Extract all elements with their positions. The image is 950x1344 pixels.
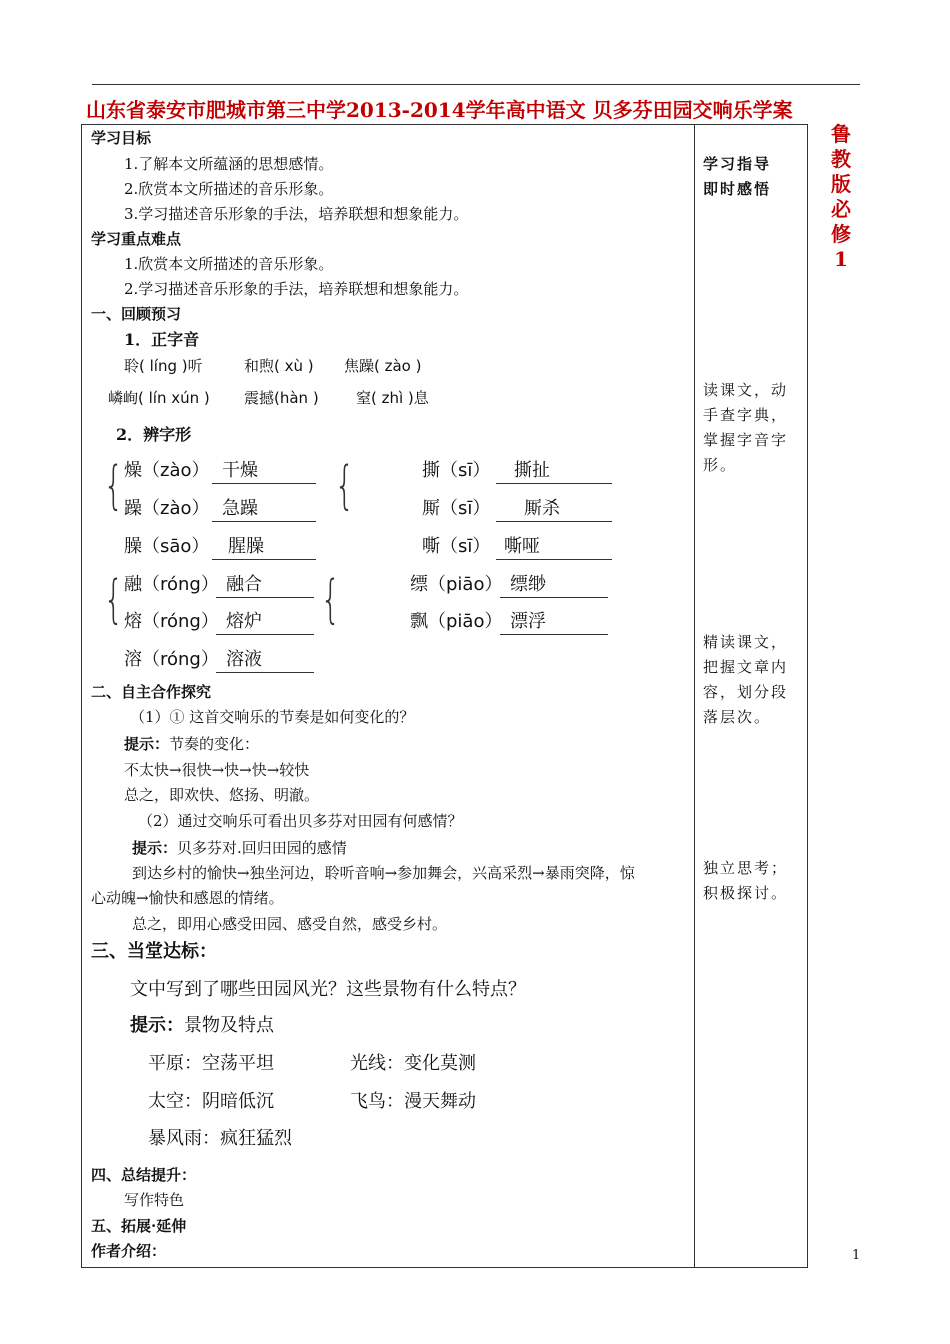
char-word: 干燥: [222, 460, 258, 481]
answer-underline: [500, 597, 608, 598]
pron-item: 聆( líng )听: [124, 357, 203, 375]
pron-item: 震撼(hàn ): [244, 389, 319, 407]
explore-question: （2）通过交响乐可看出贝多芬对田园有何感情？: [138, 812, 463, 830]
key-point-item: 2.学习描述音乐形象的手法，培养联想和想象能力。: [124, 280, 469, 298]
review-heading: 一、回顾预习: [91, 305, 182, 323]
char-word: 融合: [226, 574, 262, 595]
char-pinyin: 厮（sī）: [422, 498, 491, 519]
objective-item: 2.欣赏本文所描述的音乐形象。: [124, 180, 334, 198]
char-word: 撕扯: [514, 460, 550, 481]
char-pinyin: 嘶（sī）: [422, 536, 491, 557]
answer-underline: [212, 521, 316, 522]
summary-heading: 四、总结提升：: [91, 1166, 197, 1184]
objective-item: 3.学习描述音乐形象的手法，培养联想和想象能力。: [124, 205, 469, 223]
sidebar-note: 读课文，动手查字典，掌握字音字形。: [703, 381, 789, 474]
char-pinyin: 躁（zào）: [124, 498, 210, 519]
page-title: 山东省泰安市肥城市第三中学2013-2014学年高中语文 贝多芬田园交响乐学案: [86, 98, 793, 122]
char-pinyin: 溶（róng）: [124, 649, 219, 670]
char-word: 急躁: [222, 498, 258, 519]
key-point-item: 1.欣赏本文所描述的音乐形象。: [124, 255, 334, 273]
pron-item: 嶙峋( lín xún ): [108, 389, 210, 407]
char-pinyin: 融（róng）: [124, 574, 219, 595]
hint-line: [132, 838, 347, 858]
answer-underline: [496, 521, 612, 522]
page-number: 1: [852, 1248, 861, 1263]
answer-underline: [496, 483, 612, 484]
author-heading: 作者介绍：: [91, 1242, 167, 1260]
hint-line: [130, 1016, 274, 1036]
practice-item: 暴风雨：疯狂猛烈: [148, 1128, 292, 1149]
practice-question: 文中写到了哪些田园风光？这些景物有什么特点？: [130, 979, 526, 1000]
brace-icon: {: [103, 456, 124, 516]
char-pinyin: 臊（sāo）: [124, 536, 210, 557]
answer-underline: [216, 672, 314, 673]
char-pinyin: 熔（róng）: [124, 611, 219, 632]
practice-item: 光线：变化莫测: [350, 1053, 476, 1074]
answer-underline: [500, 634, 608, 635]
objectives-heading: 学习目标: [91, 129, 152, 147]
char-pinyin: 撕（sī）: [422, 460, 491, 481]
brace-icon: {: [320, 570, 341, 630]
pron-item: 和煦( xù ): [244, 357, 314, 375]
answer-underline: [496, 559, 612, 560]
char-word: 漂浮: [510, 611, 546, 632]
char-pinyin: 燥（zào）: [124, 460, 210, 481]
char-word: 溶液: [226, 649, 262, 670]
explore-line: 总之，即用心感受田园、感受自然，感受乡村。: [132, 915, 448, 933]
summary-item: 写作特色: [124, 1191, 185, 1209]
sidebar-note: 独立思考；积极探讨。: [703, 859, 789, 902]
practice-item: 太空：阴暗低沉: [148, 1091, 274, 1112]
answer-underline: [212, 559, 316, 560]
practice-item: 飞鸟：漫天舞动: [350, 1091, 476, 1112]
hint-text: 景物及特点: [184, 1015, 274, 1036]
sidebar-reflect: 即时感悟: [703, 180, 772, 198]
header-rule: [92, 84, 860, 85]
char-pinyin: 缥（piāo）: [410, 574, 503, 595]
hint-label: 提示：: [124, 735, 170, 753]
hint-text: 节奏的变化：: [169, 735, 260, 753]
answer-underline: [216, 634, 314, 635]
side-title: 鲁教版必修1: [831, 122, 851, 271]
key-points-heading: 学习重点难点: [91, 230, 182, 248]
explore-line: 到达乡村的愉快→独坐河边，聆听音响→参加舞会，兴高采烈→暴雨突降，惊: [132, 864, 635, 882]
explore-question: （1）① 这首交响乐的节奏是如何变化的？: [130, 708, 415, 726]
hint-label: 提示：: [130, 1015, 184, 1036]
char-pinyin: 飘（piāo）: [410, 611, 503, 632]
review-sub2: 2．辨字形: [116, 425, 192, 444]
char-word: 嘶哑: [504, 536, 540, 557]
objective-item: 1.了解本文所蕴涵的思想感情。: [124, 155, 334, 173]
pron-item: 窒( zhì )息: [356, 389, 429, 407]
practice-item: 平原：空荡平坦: [148, 1053, 274, 1074]
explore-line: 不太快→很快→快→快→较快: [124, 761, 310, 779]
explore-line: 总之，即欢快、悠扬、明澈。: [124, 786, 320, 804]
brace-icon: {: [334, 456, 355, 516]
explore-heading: 二、自主合作探究: [91, 683, 212, 701]
brace-icon: {: [103, 570, 124, 630]
hint-text: 贝多芬对.回归田园的感情: [177, 839, 347, 857]
pron-item: 焦躁( zào ): [344, 357, 422, 375]
hint-line: [124, 734, 259, 754]
char-word: 熔炉: [226, 611, 262, 632]
char-word: 缥缈: [510, 574, 546, 595]
sidebar-note: 精读课文，把握文章内容，划分段落层次。: [703, 633, 789, 726]
answer-underline: [212, 483, 316, 484]
extend-heading: 五、拓展·延伸: [91, 1217, 187, 1235]
hint-label: 提示：: [132, 839, 178, 857]
char-word: 厮杀: [524, 498, 560, 519]
char-word: 腥臊: [228, 536, 264, 557]
sidebar-guide: 学习指导: [703, 155, 772, 173]
answer-underline: [216, 597, 314, 598]
review-sub1: 1．正字音: [124, 330, 200, 349]
explore-line: 心动魄→愉快和感恩的情绪。: [91, 889, 284, 907]
practice-heading: 三、当堂达标：: [91, 941, 217, 962]
